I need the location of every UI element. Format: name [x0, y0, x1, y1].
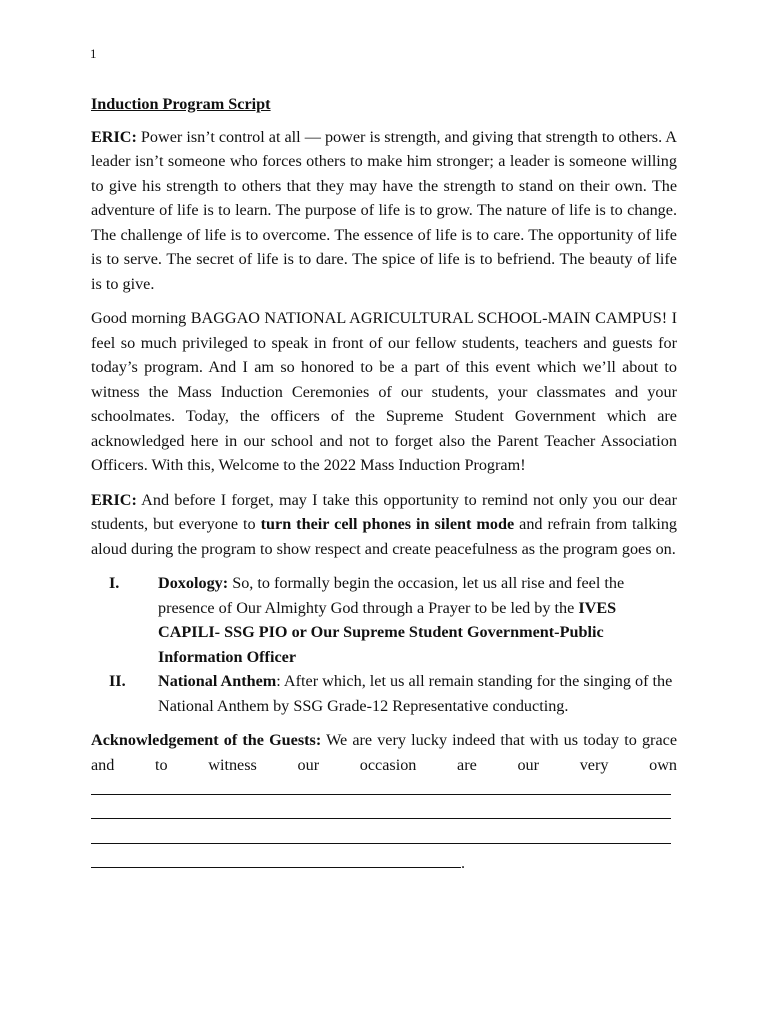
paragraph-text: Power isn’t control at all — power is strength, and giving that strength to others. A leader isn’t someone who forces others to make him stronger; a leader is someone willing to give his strength to others that they may have the strength to stand on their own. The adventure of life is to learn. The purpose of life is to grow. The nature of life is to change. The challenge of life is to overcome. The essence of life is to care. The opportunity of life is to serve. The secret of life is to dare. The spice of life is to befriend. The beauty of life is to give. [91, 127, 677, 293]
paragraph-welcome [91, 306, 677, 478]
paragraph-eric-opening [91, 125, 677, 297]
list-item-heading: Doxology: [158, 574, 229, 592]
paragraph-reminder [91, 488, 677, 562]
list-marker: I. [109, 574, 120, 592]
program-list [91, 571, 677, 718]
document-title: Induction Program Script [91, 95, 271, 113]
fill-in-line [91, 777, 671, 802]
emphasis-text: turn their cell phones in silent mode [260, 515, 515, 533]
list-marker: II. [109, 672, 126, 690]
list-item [91, 571, 677, 669]
document-body [91, 92, 677, 875]
paragraph-text: Good morning BAGGAO NATIONAL AGRICULTURAL SCHOOL-MAIN CAMPUS! I feel so much privileged to speak in front of our fellow students, teachers and guests for today’s program. And I am so honored to be a part of this event which we’ll about to witness the Mass Induction Ceremonies of our students, your classmates and your schoolmates. Today, the officers of the Supreme Student Government which are acknowledged here in our school and not to forget also the Parent Teacher Association Officers. With this, Welcome to the 2022 Mass Induction Program! [91, 309, 677, 474]
speaker-label: ERIC: [91, 127, 137, 146]
list-item-heading: National Anthem [158, 672, 277, 690]
page-number: 1 [90, 46, 97, 61]
emphasis-text: IVES CAPILI- SSG PIO or Our Supreme Student Government-Public Information Officer [158, 598, 617, 666]
paragraph-text: And before I forget, may I take this opportunity to remind not only you our dear students, but everyone to [91, 490, 677, 533]
ack-heading: Acknowledgement of the Guests: [91, 731, 322, 749]
paragraph-text: and refrain from talking aloud during the program to show respect and create peacefulness as the program goes on. [91, 515, 678, 558]
paragraph-acknowledgement [91, 728, 677, 777]
fill-in-line [91, 826, 671, 851]
fill-in-line-final [91, 851, 677, 876]
list-item-text: National Anthem: After which, let us all remain standing for the singing of the National Anthem by SSG Grade-12 Representative conducting. [158, 672, 673, 715]
fill-in-line [91, 802, 671, 827]
speaker-label: ERIC: [91, 490, 137, 509]
list-item-text: Doxology: So, to formally begin the occasion, let us all rise and feel the presence of Our Almighty God through a Prayer to be led by the IVES CAPILI- SSG PIO or Our Supreme Student Government-Public Information Officer [158, 574, 625, 666]
list-item [91, 669, 677, 718]
fill-in-line [91, 851, 461, 876]
paragraph-text: We are very lucky indeed that with us today to grace and to witness our occasion are our very own [91, 731, 677, 774]
end-period: . [461, 853, 466, 872]
